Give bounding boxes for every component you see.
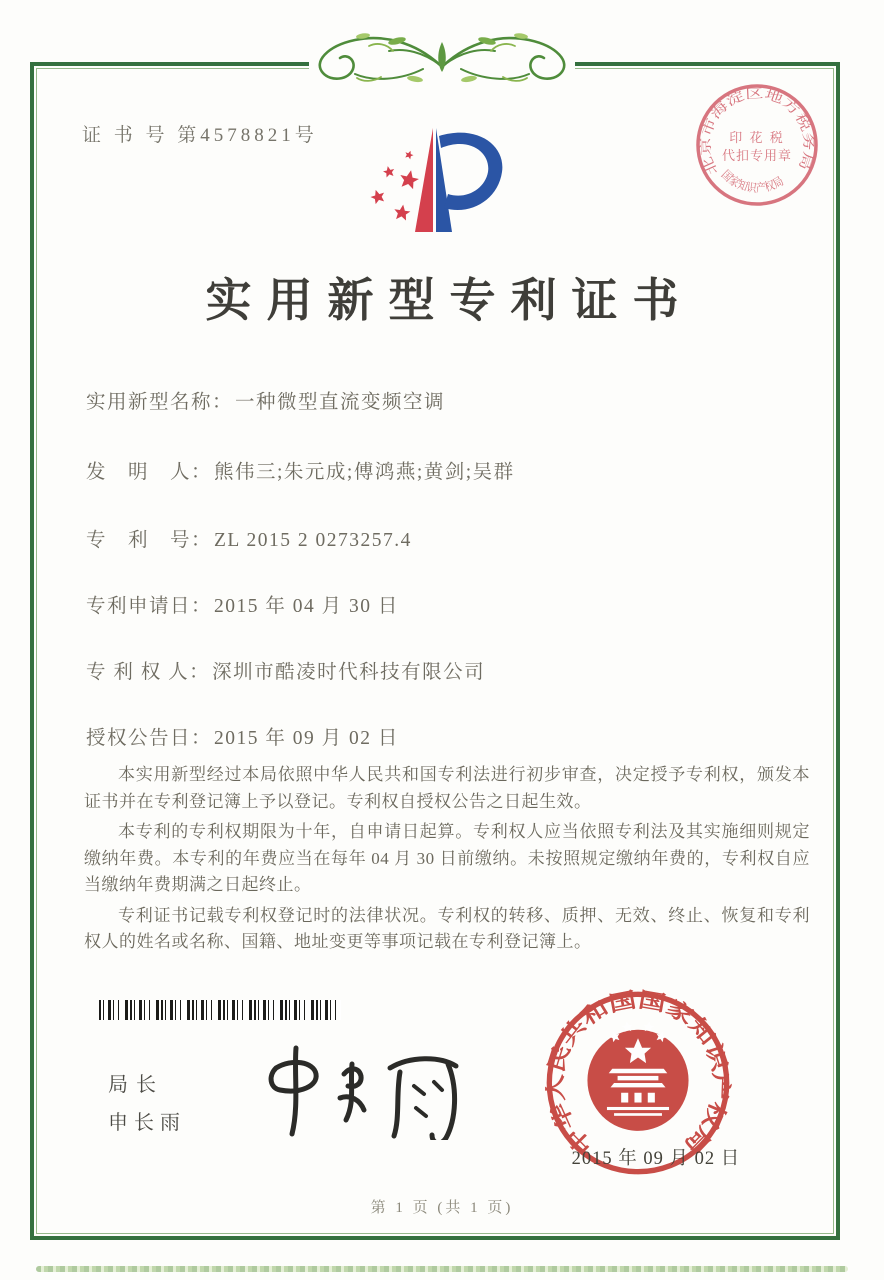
tax-seal-center-line2: 代扣专用章	[721, 148, 793, 163]
legal-paragraph: 本实用新型经过本局依照中华人民共和国专利法进行初步审查，决定授予专利权，颁发本证书并在专利登记簿上予以登记。专利权自授权公告之日起生效。	[84, 765, 810, 811]
field-value: ZL 2015 2 0273257.4	[214, 530, 412, 551]
page-number-footer: 第 1 页 (共 1 页)	[370, 1200, 514, 1216]
field-patent-number	[86, 524, 412, 552]
seal-ring-text: 中华人民共和国国家知识产权局	[543, 987, 733, 1160]
tax-seal-center-line1: 印 花 税	[729, 130, 785, 145]
tax-stamp-seal	[694, 82, 820, 208]
field-label: 专 利 权 人：	[86, 662, 211, 683]
field-label: 授权公告日：	[86, 728, 213, 749]
field-inventors	[86, 456, 515, 484]
green-scroll-ornament-icon	[297, 22, 587, 88]
field-value: 2015 年 04 月 30 日	[214, 596, 399, 617]
field-value: 一种微型直流变频空调	[235, 392, 446, 413]
field-value: 深圳市酷凌时代科技有限公司	[212, 662, 486, 683]
cnipa-logo-icon	[366, 124, 508, 238]
commissioner-signature	[252, 1040, 462, 1140]
bottom-garland-ornament	[36, 1266, 848, 1272]
field-utility-model-name	[86, 386, 445, 414]
certificate-number: 证 书 号 第4578821号	[82, 125, 318, 146]
field-filing-date	[86, 590, 399, 618]
field-label: 实用新型名称：	[86, 392, 234, 413]
field-value: 2015 年 09 月 02 日	[214, 728, 399, 749]
field-label: 专 利 号：	[86, 530, 213, 551]
certificate-title: 实用新型专利证书	[205, 275, 694, 326]
field-value: 熊伟三;朱元成;傅鸿燕;黄剑;吴群	[214, 462, 515, 483]
legal-paragraph: 专利证书记载专利权登记时的法律状况。专利权的转移、质押、无效、终止、恢复和专利权人的姓名或名称、国籍、地址变更等事项记载在专利登记簿上。	[84, 905, 810, 951]
legal-text-block	[84, 762, 810, 960]
commissioner-name-label: 申长雨	[108, 1112, 186, 1134]
prc-national-emblem-icon	[587, 1021, 688, 1131]
seal-date: 2015 年 09 月 02 日	[571, 1149, 741, 1169]
field-grant-date	[86, 722, 399, 750]
legal-paragraph: 本专利的专利权期限为十年，自申请日起算。专利权人应当依照专利法及其实施细则规定缴纳年费。本专利的年费应当在每年 04 月 30 日前缴纳。未按照规定缴纳年费的，专利权自应当缴纳年费期满之日起终止。	[84, 822, 810, 894]
svg-text:国家知识产权局	[719, 167, 786, 195]
field-label: 专利申请日：	[86, 596, 213, 617]
commissioner-title-label: 局长	[108, 1074, 164, 1096]
tax-seal-arc-bottom-text: 国家知识产权局	[718, 167, 788, 196]
barcode	[99, 1000, 341, 1020]
tax-seal-arc-top-text: 北京市海淀区地方税务局	[697, 85, 817, 178]
field-label: 发 明 人：	[86, 462, 213, 483]
field-patentee	[86, 656, 485, 684]
